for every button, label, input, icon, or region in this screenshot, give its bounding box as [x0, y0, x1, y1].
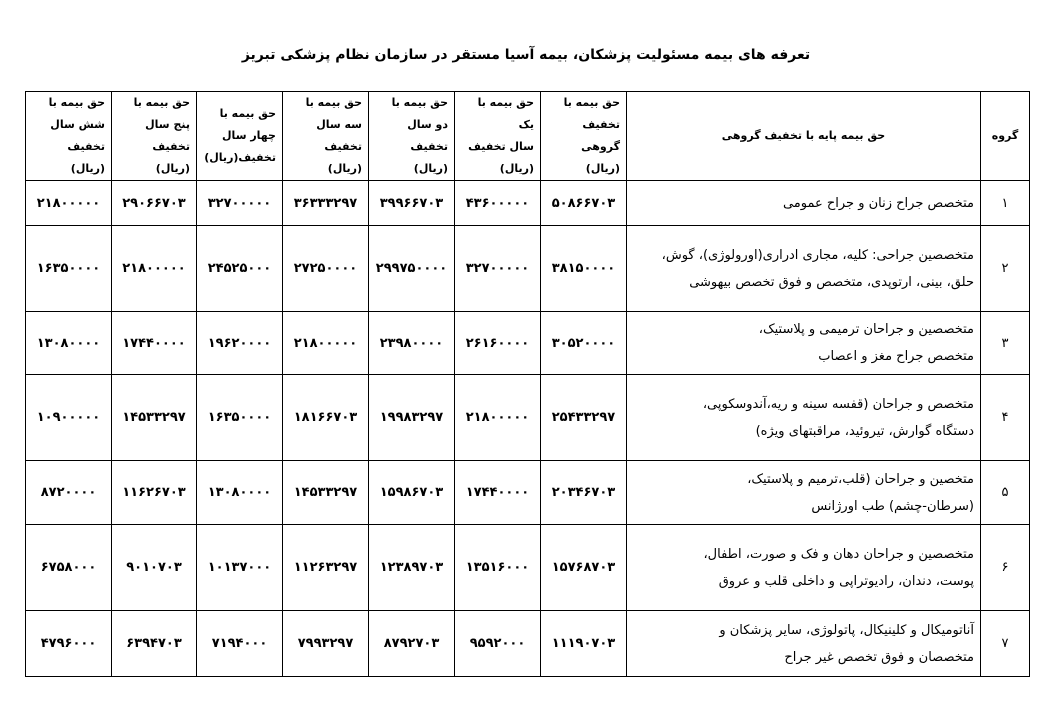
premium-cell: ۱۰۱۳۷۰۰۰ — [197, 525, 283, 611]
premium-cell: ۱۲۳۸۹۷۰۳ — [369, 525, 455, 611]
premium-cell: ۱۴۵۳۳۲۹۷ — [283, 461, 369, 525]
specialty-cell: متخصصین و جراحان ترمیمی و پلاستیک، متخصص جراح مغز و اعصاب — [627, 312, 981, 375]
group-cell: ۴ — [981, 375, 1030, 461]
premium-cell: ۱۹۹۸۳۲۹۷ — [369, 375, 455, 461]
header-group-discount: حق بیمه با تخفیف گروهی (ریال) — [541, 92, 627, 181]
premium-cell: ۹۰۱۰۷۰۳ — [112, 525, 197, 611]
premium-cell: ۴۷۹۶۰۰۰ — [26, 611, 112, 677]
header-one-year: حق بیمه با یک سال تخفیف (ریال) — [455, 92, 541, 181]
premium-cell: ۷۹۹۳۲۹۷ — [283, 611, 369, 677]
premium-cell: ۸۷۲۰۰۰۰ — [26, 461, 112, 525]
group-cell: ۳ — [981, 312, 1030, 375]
premium-cell: ۶۳۹۴۷۰۳ — [112, 611, 197, 677]
specialty-cell: متخصین و جراحان (قلب،ترمیم و پلاستیک، (سرطان-چشم) طب اورژانس — [627, 461, 981, 525]
premium-cell: ۳۰۵۲۰۰۰۰ — [541, 312, 627, 375]
premium-cell: ۳۶۳۳۳۲۹۷ — [283, 181, 369, 226]
specialty-cell: متخصص و جراحان (قفسه سینه و ریه،آندوسکوپی، دستگاه گوارش، تیروئید، مراقبتهای ویژه) — [627, 375, 981, 461]
header-six-year: حق بیمه با شش سال تخفیف (ریال) — [26, 92, 112, 181]
specialty-cell: متخصصین و جراحان دهان و فک و صورت، اطفال، پوست، دندان، رادیوتراپی و داخلی قلب و عروق — [627, 525, 981, 611]
premium-cell: ۳۲۷۰۰۰۰۰ — [197, 181, 283, 226]
premium-cell: ۱۰۹۰۰۰۰۰ — [26, 375, 112, 461]
premium-cell: ۲۹۹۷۵۰۰۰۰ — [369, 226, 455, 312]
premium-cell: ۱۷۴۴۰۰۰۰ — [455, 461, 541, 525]
premium-cell: ۱۵۷۶۸۷۰۳ — [541, 525, 627, 611]
premium-cell: ۴۳۶۰۰۰۰۰ — [455, 181, 541, 226]
premium-cell: ۲۱۸۰۰۰۰۰ — [455, 375, 541, 461]
premium-cell: ۲۷۲۵۰۰۰۰ — [283, 226, 369, 312]
table-row — [26, 312, 1030, 375]
premium-cell: ۱۱۶۲۶۷۰۳ — [112, 461, 197, 525]
premium-cell: ۱۱۲۶۳۲۹۷ — [283, 525, 369, 611]
tariff-table — [25, 91, 1030, 677]
table-row — [26, 375, 1030, 461]
premium-cell: ۲۶۱۶۰۰۰۰ — [455, 312, 541, 375]
premium-cell: ۲۱۸۰۰۰۰۰ — [283, 312, 369, 375]
page-title: تعرفه های بیمه مسئولیت پزشکان، بیمه آسیا مستقر در سازمان نظام پزشکی تبریز — [241, 47, 811, 63]
premium-cell: ۱۵۹۸۶۷۰۳ — [369, 461, 455, 525]
premium-cell: ۲۹۰۶۶۷۰۳ — [112, 181, 197, 226]
table-row — [26, 181, 1030, 226]
premium-cell: ۲۰۳۴۶۷۰۳ — [541, 461, 627, 525]
header-three-year: حق بیمه با سه سال تخفیف (ریال) — [283, 92, 369, 181]
specialty-cell: متخصصین جراحی: کلیه، مجاری ادراری(اورولوژی)، گوش، حلق، بینی، ارتوپدی، متخصص و فوق تخصص بیهوشی — [627, 226, 981, 312]
premium-cell: ۳۸۱۵۰۰۰۰ — [541, 226, 627, 312]
premium-cell: ۲۱۸۰۰۰۰۰ — [26, 181, 112, 226]
premium-cell: ۱۸۱۶۶۷۰۳ — [283, 375, 369, 461]
header-base: حق بیمه پایه با تخفیف گروهی — [627, 92, 981, 181]
premium-cell: ۱۳۵۱۶۰۰۰ — [455, 525, 541, 611]
specialty-cell: متخصص جراح زنان و جراح عمومی — [627, 181, 981, 226]
premium-cell: ۸۷۹۲۷۰۳ — [369, 611, 455, 677]
premium-cell: ۱۱۱۹۰۷۰۳ — [541, 611, 627, 677]
group-cell: ۶ — [981, 525, 1030, 611]
premium-cell: ۵۰۸۶۶۷۰۳ — [541, 181, 627, 226]
premium-cell: ۳۹۹۶۶۷۰۳ — [369, 181, 455, 226]
table-row — [26, 226, 1030, 312]
premium-cell: ۱۶۳۵۰۰۰۰ — [26, 226, 112, 312]
header-five-year: حق بیمه با پنج سال تخفیف (ریال) — [112, 92, 197, 181]
premium-cell: ۱۹۶۲۰۰۰۰ — [197, 312, 283, 375]
premium-cell: ۲۴۵۲۵۰۰۰ — [197, 226, 283, 312]
premium-cell: ۷۱۹۴۰۰۰ — [197, 611, 283, 677]
premium-cell: ۹۵۹۲۰۰۰ — [455, 611, 541, 677]
specialty-cell: آناتومیکال و کلینیکال، پاتولوژی، سایر پزشکان و متخصصان و فوق تخصص غیر جراح — [627, 611, 981, 677]
premium-cell: ۱۷۴۴۰۰۰۰ — [112, 312, 197, 375]
header-row — [26, 92, 1030, 181]
premium-cell: ۱۳۰۸۰۰۰۰ — [197, 461, 283, 525]
premium-cell: ۱۳۰۸۰۰۰۰ — [26, 312, 112, 375]
table-row — [26, 611, 1030, 677]
premium-cell: ۱۴۵۳۳۲۹۷ — [112, 375, 197, 461]
header-two-year: حق بیمه با دو سال تخفیف (ریال) — [369, 92, 455, 181]
premium-cell: ۲۵۴۳۳۲۹۷ — [541, 375, 627, 461]
premium-cell: ۱۶۳۵۰۰۰۰ — [197, 375, 283, 461]
table-row — [26, 525, 1030, 611]
premium-cell: ۲۳۹۸۰۰۰۰ — [369, 312, 455, 375]
header-four-year: حق بیمه با چهار سال تخفیف(ریال) — [197, 92, 283, 181]
premium-cell: ۳۲۷۰۰۰۰۰ — [455, 226, 541, 312]
table-row — [26, 461, 1030, 525]
group-cell: ۷ — [981, 611, 1030, 677]
group-cell: ۲ — [981, 226, 1030, 312]
group-cell: ۱ — [981, 181, 1030, 226]
header-group: گروه — [981, 92, 1030, 181]
premium-cell: ۶۷۵۸۰۰۰ — [26, 525, 112, 611]
premium-cell: ۲۱۸۰۰۰۰۰ — [112, 226, 197, 312]
group-cell: ۵ — [981, 461, 1030, 525]
